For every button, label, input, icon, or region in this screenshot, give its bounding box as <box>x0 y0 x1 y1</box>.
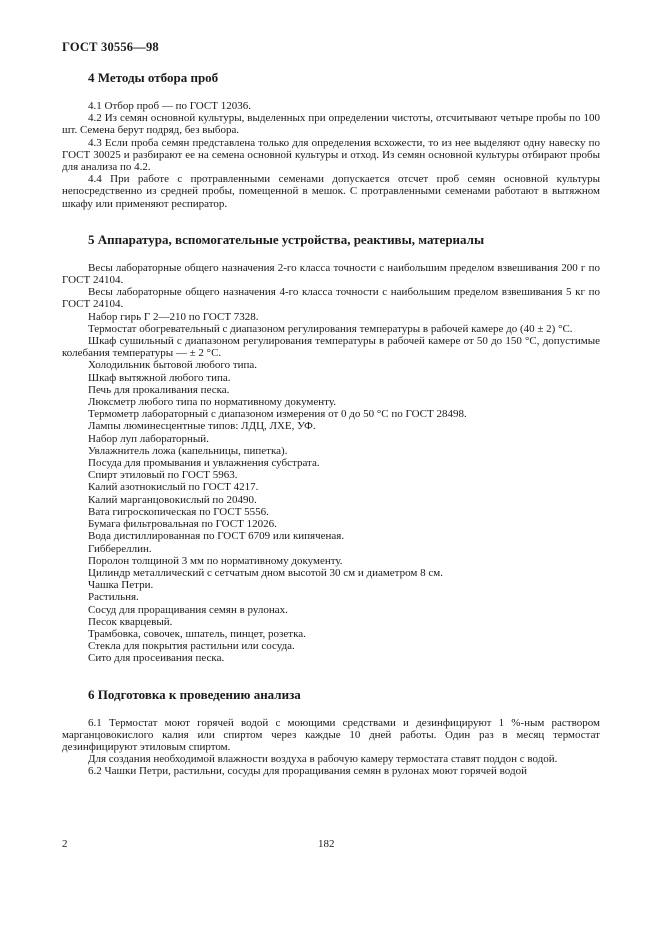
paragraph: 6.2 Чашки Петри, растильни, сосуды для проращивания семян в рулонах моют горячей водой <box>88 765 527 778</box>
list-item: Спирт этиловый по ГОСТ 5963. <box>88 469 238 482</box>
list-item: Сосуд для проращивания семян в рулонах. <box>88 603 288 616</box>
paragraph: 4.4 При работе с протравленными семенами допускается отсчет проб семян основной культуры непосредственно из средней пробы, помещенной в мешок. С протравленными семенами работают в вытяжном шкафу или применяют респиратор. <box>62 173 600 210</box>
document-body <box>62 64 600 778</box>
paragraph: Термостат обогревательный с диапазоном регулирования температуры в рабочей камере до (40 ± 2) °С. <box>88 322 573 335</box>
paragraph: Весы лабораторные общего назначения 4-го класса точности с наибольшим пределом взвешивания 5 кг по ГОСТ 24104. <box>62 286 600 311</box>
list-item: Печь для прокаливания песка. <box>88 383 230 396</box>
list-item: Бумага фильтровальная по ГОСТ 12026. <box>88 518 277 531</box>
section-4-title: 4 Методы отбора проб <box>88 70 219 85</box>
list-item: Поролон толщиной 3 мм по нормативному документу. <box>88 554 343 567</box>
paragraph: Шкаф сушильный с диапазоном регулирования температуры в рабочей камере от 50 до 150 °С, допустимые колебания температуры — ± 2 °С. <box>62 335 600 360</box>
list-item: Люксметр любого типа по нормативному документу. <box>88 396 336 409</box>
section-5-title: 5 Аппаратура, вспомогательные устройства, реактивы, материалы <box>88 231 485 247</box>
page-number-left: 2 <box>62 838 68 850</box>
list-item: Набор луп лабораторный. <box>88 432 209 445</box>
page-number-center: 182 <box>318 838 335 850</box>
section-6-body <box>62 717 600 778</box>
list-item: Увлажнитель ложа (капельницы, пипетка). <box>88 444 288 457</box>
section-5-body <box>62 262 600 665</box>
list-item: Лампы люминесцентные типов: ЛДЦ, ЛХЕ, УФ. <box>88 420 316 433</box>
list-item: Вата гигроскопическая по ГОСТ 5556. <box>88 505 269 518</box>
list-item: Стекла для покрытия растильни или сосуда. <box>88 640 295 653</box>
list-item: Растильня. <box>88 591 139 604</box>
section-6-title: 6 Подготовка к проведению анализа <box>88 686 301 702</box>
list-item: Сито для просеивания песка. <box>88 652 225 665</box>
paragraph: Весы лабораторные общего назначения 2-го класса точности с наибольшим пределом взвешивания 200 г по ГОСТ 24104. <box>62 261 600 287</box>
paragraph: Для создания необходимой влажности воздуха в рабочую камеру термостата ставят поддон с водой. <box>88 753 558 766</box>
list-item: Холодильник бытовой любого типа. <box>88 359 258 372</box>
list-item: Цилиндр металлический с сетчатым дном высотой 30 см и диаметром 8 см. <box>88 566 443 579</box>
paragraph: Набор гирь Г 2—210 по ГОСТ 7328. <box>88 310 259 323</box>
list-item: Трамбовка, совочек, шпатель, пинцет, розетка. <box>88 627 306 640</box>
list-item: Термометр лабораторный с диапазоном измерения от 0 до 50 °С по ГОСТ 28498. <box>88 408 467 421</box>
list-item: Посуда для промывания и увлажнения субстрата. <box>88 457 320 470</box>
list-item: Чашка Петри. <box>88 579 154 592</box>
list-item: Калий азотнокислый по ГОСТ 4217. <box>88 481 259 494</box>
paragraph: 4.1 Отбор проб — по ГОСТ 12036. <box>88 100 251 112</box>
list-item: Вода дистиллированная по ГОСТ 6709 или кипяченая. <box>88 530 345 543</box>
list-item: Гиббереллин. <box>88 542 152 555</box>
paragraph: 4.3 Если проба семян представлена только для определения всхожести, то из нее выделяют одну навеску по ГОСТ 30025 и разбирают ее на семена основной культуры и отход. Из семян основной культуры отбирают пробы для анализа по 4.2. <box>62 136 600 174</box>
list-item: Калий марганцовокислый по 20490. <box>88 493 257 506</box>
doc-code-header: ГОСТ 30556—98 <box>62 40 159 54</box>
list-item: Шкаф вытяжной любого типа. <box>88 371 231 384</box>
section-4-body <box>62 100 600 210</box>
list-item: Песок кварцевый. <box>88 615 173 628</box>
paragraph: 6.1 Термостат моют горячей водой с моющими средствами и дезинфицируют 1 %-ным раствором марганцовокислого калия или спиртом через каждые 10 дней работы. Один раз в месяц термостат дезинфицируют этиловым спиртом. <box>62 716 600 753</box>
paragraph: 4.2 Из семян основной культуры, выделенных при определении чистоты, отсчитывают четыре пробы по 100 шт. Семена берут подряд, без выбора. <box>62 112 600 137</box>
